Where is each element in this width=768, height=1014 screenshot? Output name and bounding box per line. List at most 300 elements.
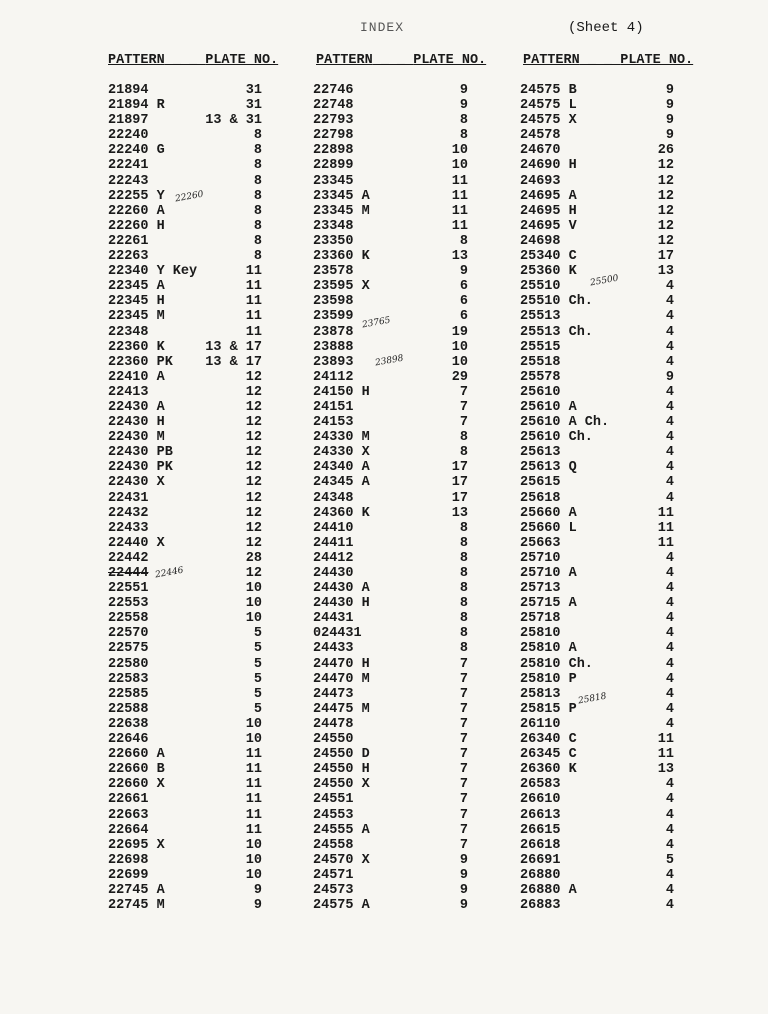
pattern-number: 26618: [520, 837, 561, 853]
plate-number: 10: [245, 732, 262, 748]
plate-number: 13: [451, 249, 468, 265]
pattern-number: 24430 H: [313, 596, 370, 612]
pattern-number: 26360 K: [520, 762, 577, 778]
pattern-number: 24695 A: [520, 188, 577, 204]
pattern-number: 25710: [520, 550, 561, 566]
pattern-number: 024431: [313, 626, 362, 642]
plate-number: 12: [245, 445, 262, 461]
pattern-number: 22748: [313, 98, 354, 114]
pattern-number: 22260 A: [108, 203, 165, 219]
pattern-number: 25340 C: [520, 249, 577, 265]
plate-number: 4: [665, 837, 674, 853]
pattern-number: 25610 A: [520, 399, 577, 415]
plate-number: 6: [459, 294, 468, 310]
plate-number: 10: [451, 339, 468, 355]
plate-number: 7: [459, 747, 468, 763]
plate-number: 29: [451, 369, 468, 385]
pattern-number: 25518: [520, 354, 561, 370]
plate-number: 11: [245, 279, 262, 295]
plate-number: 8: [253, 218, 262, 234]
pattern-number: 26340 C: [520, 732, 577, 748]
pattern-number: 23360 K: [313, 249, 370, 265]
plate-number: 7: [459, 732, 468, 748]
pattern-number: 21897: [108, 113, 149, 129]
plate-number: 8: [459, 641, 468, 657]
plate-number: 7: [459, 399, 468, 415]
plate-number: 8: [253, 143, 262, 159]
plate-number: 7: [459, 716, 468, 732]
pattern-number: 24575 B: [520, 83, 577, 98]
plate-number: 9: [253, 898, 262, 914]
pattern-number: 22580: [108, 656, 149, 672]
plate-number: 4: [665, 475, 674, 491]
plate-number: 17: [451, 490, 468, 506]
plate-number: 13 & 31: [205, 113, 262, 129]
plate-number: 4: [665, 671, 674, 687]
pattern-number: 23345 A: [313, 188, 370, 204]
plate-number: 4: [665, 384, 674, 400]
pattern-number: 24695 V: [520, 218, 577, 234]
plate-number: 8: [253, 249, 262, 265]
pattern-number: 22745 M: [108, 898, 165, 914]
plate-number: 8: [459, 566, 468, 581]
plate-number: 10: [245, 837, 262, 853]
pattern-number: 25710 A: [520, 566, 577, 581]
pattern-number: 22661: [108, 792, 149, 808]
plate-number: 12: [245, 475, 262, 491]
pattern-number: 22695 X: [108, 837, 165, 853]
pattern-number: 22360 PK: [108, 354, 173, 370]
plate-number: 5: [253, 701, 262, 717]
plate-header: PLATE NO.: [205, 53, 279, 68]
pattern-number: 25610: [520, 384, 561, 400]
plate-number: 10: [451, 158, 468, 174]
plate-number: 5: [253, 641, 262, 657]
plate-number: 12: [245, 490, 262, 506]
pattern-number: 23599: [313, 309, 354, 325]
plate-number: 28: [245, 550, 262, 566]
plate-number: 4: [665, 882, 674, 898]
plate-number: 8: [253, 203, 262, 219]
pattern-number: 24575 X: [520, 113, 577, 129]
plate-number: 8: [459, 233, 468, 249]
plate-number: 10: [245, 852, 262, 868]
pattern-number: 22588: [108, 701, 149, 717]
pattern-number: 24570 X: [313, 852, 370, 868]
plate-number: 4: [665, 867, 674, 883]
pattern-number: 25810 P: [520, 671, 577, 687]
pattern-number: 24478: [313, 716, 354, 732]
pattern-number: 26883: [520, 898, 561, 914]
pattern-number: 24430 A: [313, 581, 370, 597]
plate-number: 13: [657, 762, 674, 778]
plate-number: 4: [665, 309, 674, 325]
pattern-number: 24550 H: [313, 762, 370, 778]
pattern-number: 22660 X: [108, 777, 165, 793]
plate-number: 7: [459, 822, 468, 838]
plate-number: 8: [253, 233, 262, 249]
plate-number: 9: [253, 882, 262, 898]
plate-number: 5: [665, 852, 674, 868]
handwritten-note: 22446: [154, 565, 185, 581]
pattern-number: 24360 K: [313, 505, 370, 521]
plate-number: 4: [665, 611, 674, 627]
plate-number: 12: [245, 399, 262, 415]
pattern-number: 25360 K: [520, 264, 577, 280]
plate-number: 11: [657, 520, 674, 536]
pattern-number: 22255 Y: [108, 188, 165, 204]
pattern-number: 24410: [313, 520, 354, 536]
plate-number: 10: [245, 716, 262, 732]
plate-number: 4: [665, 626, 674, 642]
pattern-number: 24411: [313, 535, 354, 551]
pattern-number: 24578: [520, 128, 561, 144]
pattern-number: 24695 H: [520, 203, 577, 219]
pattern-number: 23578: [313, 264, 354, 280]
plate-number: 7: [459, 686, 468, 702]
pattern-number: 22430 PB: [108, 445, 173, 461]
plate-number: 8: [253, 158, 262, 174]
plate-number: 11: [657, 732, 674, 748]
plate-number: 8: [459, 611, 468, 627]
plate-number: 11: [451, 218, 468, 234]
pattern-number: 22898: [313, 143, 354, 159]
pattern-number: 22345 M: [108, 309, 165, 325]
plate-number: 9: [459, 83, 468, 98]
plate-number: 9: [459, 882, 468, 898]
plate-number: 11: [245, 294, 262, 310]
plate-number: 11: [245, 264, 262, 280]
pattern-number: 22345 H: [108, 294, 165, 310]
pattern-number: 22745 A: [108, 882, 165, 898]
pattern-number: 25810 Ch.: [520, 656, 593, 672]
plate-number: 11: [657, 535, 674, 551]
plate-number: 26: [657, 143, 674, 159]
plate-number: 9: [665, 369, 674, 385]
pattern-number: 25515: [520, 339, 561, 355]
pattern-number: 25613 Q: [520, 460, 577, 476]
plate-number: 12: [657, 218, 674, 234]
pattern-number: 25510: [520, 279, 561, 295]
pattern-number: 24573: [313, 882, 354, 898]
pattern-number: 26691: [520, 852, 561, 868]
plate-number: 8: [459, 520, 468, 536]
pattern-number: 24412: [313, 550, 354, 566]
handwritten-note: 25500: [589, 273, 620, 289]
plate-header: PLATE NO.: [620, 53, 694, 68]
plate-number: 12: [245, 384, 262, 400]
pattern-number: 24693: [520, 173, 561, 189]
plate-number: 4: [665, 792, 674, 808]
plate-number: 4: [665, 294, 674, 310]
plate-number: 11: [245, 807, 262, 823]
pattern-number: 22793: [313, 113, 354, 129]
pattern-number: 24550 D: [313, 747, 370, 763]
pattern-number: 22430 X: [108, 475, 165, 491]
plate-number: 4: [665, 807, 674, 823]
plate-number: 12: [657, 233, 674, 249]
pattern-number: 24690 H: [520, 158, 577, 174]
plate-number: 9: [665, 83, 674, 98]
plate-number: 9: [665, 98, 674, 114]
handwritten-note: 22260: [174, 189, 205, 205]
plate-number: 7: [459, 792, 468, 808]
pattern-number: 25815 P: [520, 701, 577, 717]
page-title: INDEX: [360, 20, 405, 35]
plate-number: 12: [245, 505, 262, 521]
pattern-number: 22360 K: [108, 339, 165, 355]
pattern-number: 22430 H: [108, 415, 165, 431]
pattern-number: 22440 X: [108, 535, 165, 551]
pattern-number: 25513: [520, 309, 561, 325]
pattern-number: 25615: [520, 475, 561, 491]
handwritten-note: 23765: [361, 315, 392, 331]
plate-number: 11: [245, 747, 262, 763]
plate-number: 12: [245, 566, 262, 581]
pattern-number: 24555 A: [313, 822, 370, 838]
plate-number: 4: [665, 581, 674, 597]
plate-number: 12: [245, 415, 262, 431]
pattern-number: 22243: [108, 173, 149, 189]
pattern-number: 22663: [108, 807, 149, 823]
pattern-number: 22575: [108, 641, 149, 657]
pattern-number: 22699: [108, 867, 149, 883]
plate-number: 11: [451, 203, 468, 219]
pattern-number: 25810 A: [520, 641, 577, 657]
pattern-number: 25718: [520, 611, 561, 627]
pattern-number: 22660 A: [108, 747, 165, 763]
pattern-number: 26880 A: [520, 882, 577, 898]
pattern-number: 25610 Ch.: [520, 430, 593, 446]
plate-header: PLATE NO.: [413, 53, 487, 68]
plate-number: 8: [459, 430, 468, 446]
pattern-number: 24433: [313, 641, 354, 657]
plate-number: 4: [665, 898, 674, 914]
pattern-number: 26345 C: [520, 747, 577, 763]
pattern-number: 24470 M: [313, 671, 370, 687]
pattern-number: 24553: [313, 807, 354, 823]
pattern-number: 24330 M: [313, 430, 370, 446]
pattern-number: 22345 A: [108, 279, 165, 295]
pattern-number: 24698: [520, 233, 561, 249]
plate-number: 4: [665, 716, 674, 732]
plate-number: 11: [245, 324, 262, 340]
pattern-number: 22798: [313, 128, 354, 144]
plate-number: 4: [665, 822, 674, 838]
plate-number: 7: [459, 656, 468, 672]
plate-number: 11: [657, 505, 674, 521]
plate-number: 7: [459, 777, 468, 793]
plate-number: 7: [459, 701, 468, 717]
plate-number: 12: [657, 173, 674, 189]
pattern-number: 23598: [313, 294, 354, 310]
plate-number: 12: [245, 369, 262, 385]
pattern-number: 22746: [313, 83, 354, 98]
pattern-number: 24153: [313, 415, 354, 431]
pattern-number: 24430: [313, 566, 354, 581]
pattern-number: 22261: [108, 233, 149, 249]
plate-number: 9: [459, 264, 468, 280]
pattern-number: 22646: [108, 732, 149, 748]
plate-number: 9: [665, 113, 674, 129]
plate-number: 8: [459, 113, 468, 129]
plate-number: 5: [253, 686, 262, 702]
pattern-number: 25810: [520, 626, 561, 642]
pattern-number: 23345 M: [313, 203, 370, 219]
plate-number: 9: [459, 898, 468, 914]
plate-number: 8: [459, 581, 468, 597]
column-2-header: PATTERN _ _ PLATE NO.: [316, 53, 487, 68]
plate-number: 8: [459, 535, 468, 551]
plate-number: 9: [459, 98, 468, 114]
plate-number: 5: [253, 656, 262, 672]
plate-number: 11: [451, 173, 468, 189]
handwritten-note: 25818: [577, 691, 608, 707]
pattern-number: 22433: [108, 520, 149, 536]
plate-number: 11: [245, 792, 262, 808]
pattern-number: 22241: [108, 158, 149, 174]
pattern-number: 24150 H: [313, 384, 370, 400]
pattern-number: 21894 R: [108, 98, 165, 114]
pattern-number: 25660 L: [520, 520, 577, 536]
plate-number: 13 & 17: [205, 339, 262, 355]
pattern-number: 25618: [520, 490, 561, 506]
pattern-number: 22263: [108, 249, 149, 265]
pattern-number: 23345: [313, 173, 354, 189]
pattern-number: 22348: [108, 324, 149, 340]
pattern-number: 26110: [520, 716, 561, 732]
plate-number: 17: [657, 249, 674, 265]
pattern-number: 24575 A: [313, 898, 370, 914]
plate-number: 12: [657, 203, 674, 219]
pattern-number: 22570: [108, 626, 149, 642]
pattern-number: 24473: [313, 686, 354, 702]
plate-number: 17: [451, 475, 468, 491]
pattern-number: 25510 Ch.: [520, 294, 593, 310]
pattern-number: 25715 A: [520, 596, 577, 612]
pattern-number: 22240 G: [108, 143, 165, 159]
pattern-number: 26613: [520, 807, 561, 823]
plate-number: 4: [665, 460, 674, 476]
plate-number: 4: [665, 490, 674, 506]
plate-number: 12: [245, 460, 262, 476]
plate-number: 8: [253, 173, 262, 189]
pattern-number: 25513 Ch.: [520, 324, 593, 340]
pattern-number: 24575 L: [520, 98, 577, 114]
plate-number: 19: [451, 324, 468, 340]
plate-number: 4: [665, 324, 674, 340]
plate-number: 7: [459, 807, 468, 823]
plate-number: 5: [253, 671, 262, 687]
plate-number: 11: [657, 747, 674, 763]
plate-number: 7: [459, 384, 468, 400]
pattern-number: 25578: [520, 369, 561, 385]
plate-number: 4: [665, 686, 674, 702]
pattern-number: 24551: [313, 792, 354, 808]
pattern-number: 23350: [313, 233, 354, 249]
pattern-number: 26615: [520, 822, 561, 838]
plate-number: 10: [245, 581, 262, 597]
plate-number: 9: [459, 852, 468, 868]
pattern-number: 26880: [520, 867, 561, 883]
pattern-header: PATTERN: [316, 53, 373, 68]
plate-number: 4: [665, 415, 674, 431]
plate-number: 11: [245, 762, 262, 778]
pattern-number: 22558: [108, 611, 149, 627]
plate-number: 6: [459, 279, 468, 295]
plate-number: 8: [459, 445, 468, 461]
plate-number: 4: [665, 399, 674, 415]
pattern-number: 22585: [108, 686, 149, 702]
plate-number: 10: [245, 596, 262, 612]
plate-number: 8: [253, 188, 262, 204]
pattern-number: 22899: [313, 158, 354, 174]
pattern-number: 24470 H: [313, 656, 370, 672]
plate-number: 7: [459, 671, 468, 687]
pattern-number: 22553: [108, 596, 149, 612]
plate-number: 31: [245, 83, 262, 98]
pattern-number: 22698: [108, 852, 149, 868]
plate-number: 8: [459, 596, 468, 612]
pattern-header: PATTERN: [108, 53, 165, 68]
plate-number: 31: [245, 98, 262, 114]
plate-number: 8: [459, 626, 468, 642]
pattern-number: 22638: [108, 716, 149, 732]
pattern-number: 24345 A: [313, 475, 370, 491]
plate-number: 8: [459, 128, 468, 144]
pattern-number: 22430 A: [108, 399, 165, 415]
plate-number: 4: [665, 354, 674, 370]
plate-number: 4: [665, 656, 674, 672]
plate-number: 4: [665, 596, 674, 612]
pattern-number: 22664: [108, 822, 149, 838]
plate-number: 5: [253, 626, 262, 642]
pattern-number: 21894: [108, 83, 149, 98]
plate-number: 12: [245, 535, 262, 551]
plate-number: 8: [253, 128, 262, 144]
pattern-number: 22660 B: [108, 762, 165, 778]
plate-number: 10: [245, 867, 262, 883]
pattern-number: 24670: [520, 143, 561, 159]
plate-number: 4: [665, 550, 674, 566]
pattern-number: 22442: [108, 550, 149, 566]
pattern-number: 22413: [108, 384, 149, 400]
plate-number: 8: [459, 550, 468, 566]
pattern-number: 22444: [108, 566, 149, 581]
pattern-number: 24558: [313, 837, 354, 853]
plate-number: 7: [459, 762, 468, 778]
pattern-number: 24340 A: [313, 460, 370, 476]
plate-number: 4: [665, 777, 674, 793]
pattern-number: 22430 PK: [108, 460, 173, 476]
pattern-number: 23595 X: [313, 279, 370, 295]
pattern-number: 26610: [520, 792, 561, 808]
pattern-number: 22260 H: [108, 218, 165, 234]
pattern-number: 22551: [108, 581, 149, 597]
plate-number: 13: [657, 264, 674, 280]
pattern-number: 23888: [313, 339, 354, 355]
pattern-number: 22430 M: [108, 430, 165, 446]
pattern-number: 25613: [520, 445, 561, 461]
column-3-header: PATTERN _ _ PLATE NO.: [523, 53, 694, 68]
plate-number: 11: [245, 309, 262, 325]
pattern-number: 23348: [313, 218, 354, 234]
pattern-number: 25663: [520, 535, 561, 551]
column-1-header: PATTERN _ _ PLATE NO.: [108, 53, 279, 68]
pattern-number: 22583: [108, 671, 149, 687]
plate-number: 4: [665, 641, 674, 657]
pattern-number: 24151: [313, 399, 354, 415]
